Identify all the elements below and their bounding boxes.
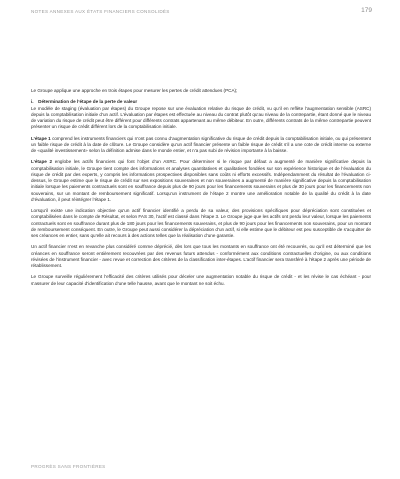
page-number: 179: [361, 7, 372, 14]
running-header: NOTES ANNEXES AUX ÉTATS FINANCIERS CONSOLIDÉS: [31, 9, 170, 14]
stage-2-label: L’étape 2: [31, 159, 53, 165]
paragraph-staging-model: Le modèle de staging (évaluation par étapes) du Groupe repose sur une évaluation relative du risque de crédit, vu qu’il en reflète l’augmentation sensible (ASRC) depuis la comptabilisation initiale d’un actif. L’évaluation par étapes est effectuée au niveau du contrat plutôt qu’au niveau de la contrepartie, étant donné que le niveau de variation du risque de crédit peut être différent pour différents contrats appartenant au même débiteur. En outre, différents contrats de la même contrepartie peuvent présenter un risque de crédit différent lors de la comptabilisation initiale.: [31, 105, 371, 130]
stage-1-label: L’étape 1: [31, 135, 51, 141]
body-text: [31, 88, 371, 292]
intro-paragraph: Le Groupe applique une approche en trois étapes pour mesurer les pertes de crédit attendues (PCA);: [31, 88, 238, 93]
paragraph-monitoring: Le Groupe surveille régulièrement l’efficacité des critères utilisés pour déceler une augmentation notable du risque de crédit - et les révise le cas échéant - pour s’assurer de leur capacité d’identification d’une telle hausse, avant que le montant ne soit échu.: [31, 274, 371, 286]
stage-2-text: englobe les actifs financiers qui font l’objet d’un ASRC. Pour déterminer si le risque par défaut a augmenté de manière significative depuis la comptabilisation initiale, le Groupe tient compte des informations et analyses quantitatives et qualitatives fondées sur son expérience historique et de l’évaluation du risque de crédit par des experts, y compris les informations prospectives disponibles sans coûts ni efforts excessifs. Indépendamment du résultat de l’évaluation ci-dessus, le Groupe estime que le risque de crédit sur ses expositions souveraines et non souveraines a augmenté de manière significative depuis la comptabilisation initiale lorsque les paiements contractuels sont en souffrance depuis plus de 90 jours pour les financements souverains et plus de 30 jours pour les financements non souverains, sur un montant de remboursement significatif. Lorsqu’un instrument de l’étape 2 montre une amélioration notable de la qualité du crédit à la date d’évaluation, il peut réintégrer l’étape 1.: [31, 159, 372, 202]
paragraph-stage-3: Lorsqu’il existe une indication objective qu’un actif financier identifié a perdu de sa valeur, des provisions spécifiques pour dépréciation sont constituées et comptabilisées dans le compte de Résultat, et selon FAS 30, l’actif est classé dans l’étape 3. Le Groupe juge que les actifs ont perdu leur valeur, lorsque les paiements contractuels sont en souffrance durant plus de 180 jours pour les financements souverains, et plus de 90 jours pour les financements non souverains, pour un montant de remboursement conséquent. En outre, le Groupe peut aussi considérer la dépréciation d’un actif, si elle estime que le débiteur est peu susceptible de s’acquitter de ses créances en entier, sans qu’elle ait recours à des actions telles que la réalisation d’une garantie.: [31, 208, 371, 238]
footer-org: PROGRÈS SANS FRONTIÈRES: [31, 464, 106, 469]
paragraph-recovery: Un actif financier n’est en revanche plus considéré comme déprécié, dès lors que tous les montants en souffrance ont été recouvrés, ou qu’il est déterminé que les créances en souffrance seront entièrement recouvrées par des revenus futurs attendus - conformément aux conditions contractuelles d’origine, ou aux conditions révisées de l’instrument financier - avec revue et correction des critères de la classification inter-étapes. L’actif financier sera transféré à l’étape 2 après une période de rétablissement.: [31, 244, 371, 268]
stage-1-text: comprend les instruments financiers qui n’ont pas connu d’augmentation significative du risque de crédit depuis la comptabilisation initiale, ou qui présentent un faible risque de crédit à la date de clôture. Le Groupe considère qu’un actif financier présente un faible risque de crédit s’il a une cote de crédit interne ou externe de «qualité investissement» selon la définition admise dans le monde entier, et n’a pas subi de révision importante à la baisse.: [31, 135, 371, 153]
section-heading: i. Détermination de l’étape de la perte de valeur: [31, 99, 138, 105]
paragraph-stage-1: [31, 136, 371, 155]
paragraph-stage-2: [31, 159, 371, 203]
